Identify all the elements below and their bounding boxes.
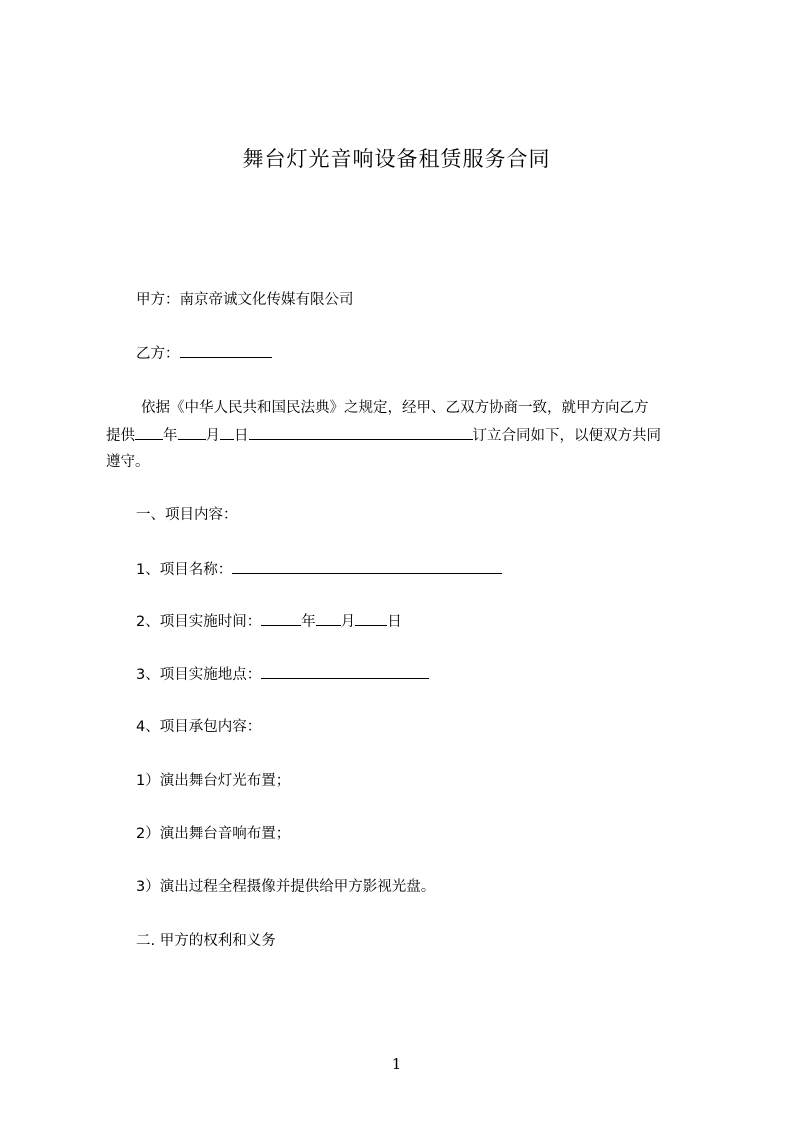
time-day: 日 [387,614,402,630]
item-3-project-location [136,664,429,685]
item-4-project-scope: 4、项目承包内容： [136,719,262,735]
section-1-heading: 一、项目内容： [136,507,238,523]
time-day-blank [355,611,387,626]
preamble-line-2 [106,425,701,446]
item-1-label: 1、项目名称： [136,562,233,578]
time-year-blank [261,611,301,626]
sub-item-1: 1）演出舞台灯光布置； [136,773,291,789]
preamble-year: 年 [163,428,178,444]
item-2-label: 2、项目实施时间： [136,614,262,630]
preamble-line-1: 依据《中华人民共和国民法典》之规定，经甲、乙双方协商一致，就甲方向乙方 [141,400,649,416]
party-b-line [136,343,272,364]
contract-title: 舞台灯光音响设备租赁服务合同 [242,147,551,171]
month-blank [178,425,206,440]
project-name-blank [232,559,502,574]
day-blank [220,425,234,440]
party-b-blank [180,343,272,358]
item-1-project-name [136,559,502,580]
item-2-project-time [136,611,402,632]
time-month-blank [316,611,341,626]
time-month: 月 [340,614,356,630]
section-2-heading: 二. 甲方的权利和义务 [136,933,276,949]
item-3-label: 3、项目实施地点： [136,667,262,683]
page-number: 1 [391,1055,402,1073]
party-b-label: 乙方： [136,346,180,362]
time-year: 年 [301,614,316,630]
preamble-end: 订立合同如下，以便双方共同 [472,428,661,444]
sub-item-2: 2）演出舞台音响布置； [136,826,291,842]
year-blank [135,425,163,440]
preamble-line-3: 遵守。 [106,454,150,470]
service-blank [249,425,473,440]
sub-item-3: 3）演出过程全程摄像并提供给甲方影视光盘。 [136,879,436,895]
preamble-day: 日 [234,428,249,444]
party-a-line: 甲方：南京帝诚文化传媒有限公司 [136,292,354,308]
location-blank [261,664,429,679]
preamble-month: 月 [205,428,220,444]
preamble-provide: 提供 [106,428,135,444]
